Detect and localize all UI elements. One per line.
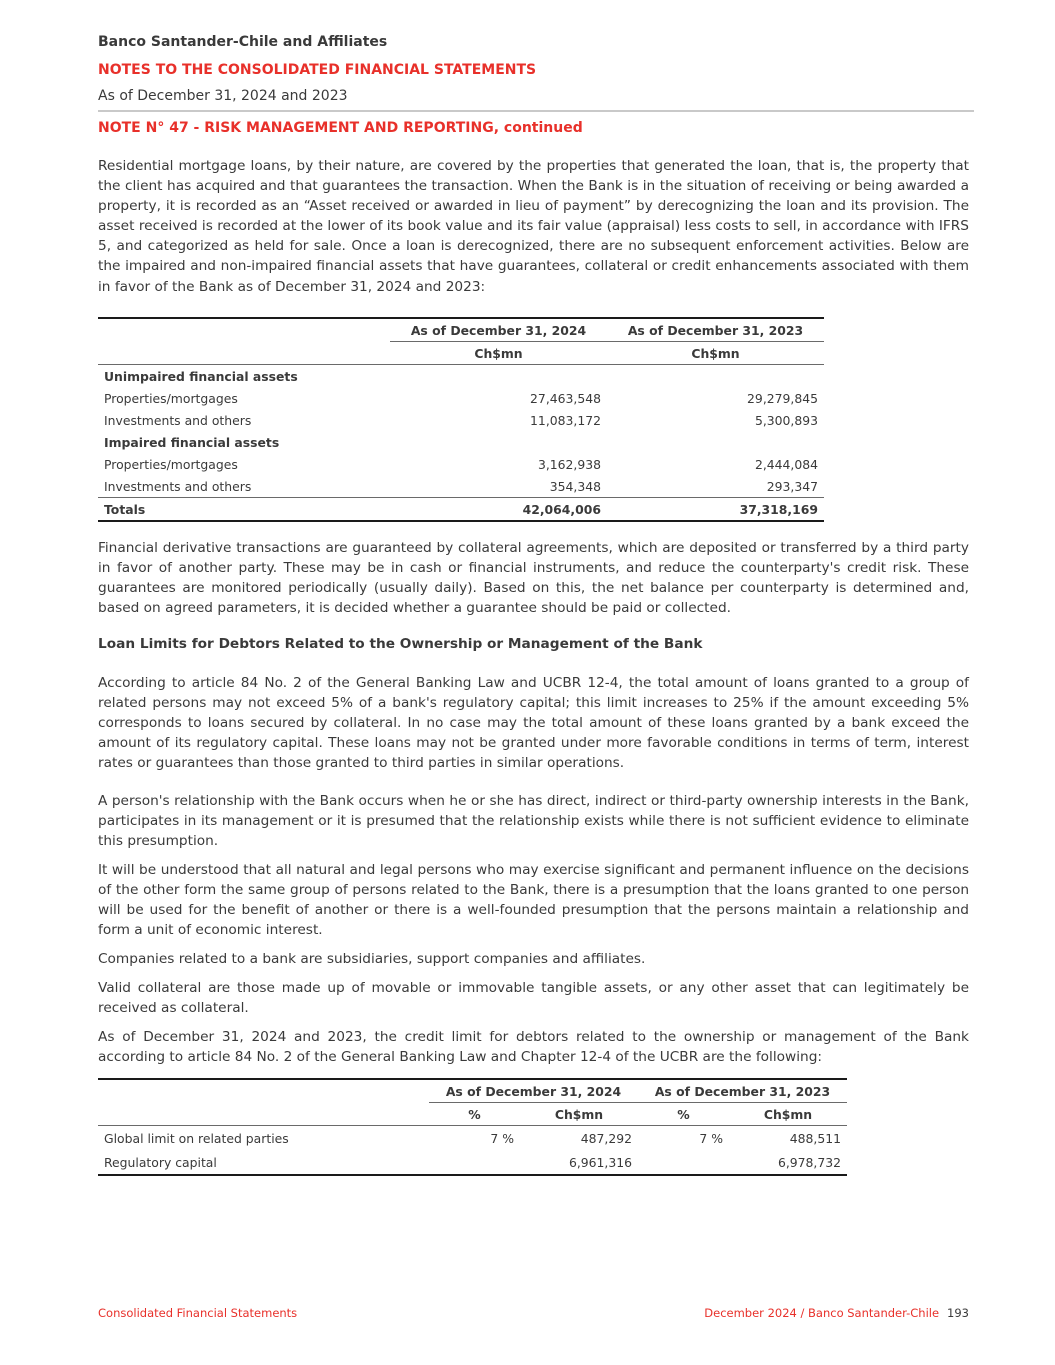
section-heading-loan-limits: Loan Limits for Debtors Related to the Ownership or Management of the Bank xyxy=(98,636,703,652)
totals-row xyxy=(98,498,824,522)
paragraph-related-companies: Companies related to a bank are subsidiaries, support companies and affiliates. xyxy=(98,951,646,967)
value-2024: 354,348 xyxy=(549,478,601,494)
paragraph-derivatives: Financial derivative transactions are guaranteed by collateral agreements, which are deposited or transferred by a third party in favor of another party. These may be in cash or financial instruments, and reduce the counterparty's credit risk. These guarantees are monitored periodically (usually daily). Based on this, the net balance per counterparty is determined and, based on agreed parameters, it is decided whether a guarantee should be paid or collected. xyxy=(98,540,969,617)
table-row xyxy=(98,387,824,409)
value-2024: 3,162,938 xyxy=(537,456,601,472)
totals-label: Totals xyxy=(104,501,146,517)
table-row xyxy=(98,1152,847,1175)
total-2024: 42,064,006 xyxy=(522,501,601,517)
section-unimpaired: Unimpaired financial assets xyxy=(104,368,298,384)
col-header-2024: As of December 31, 2024 xyxy=(390,318,607,342)
value-2023: 488,511 xyxy=(789,1131,841,1147)
footer-document-title: Consolidated Financial Statements xyxy=(98,1306,298,1320)
header-divider xyxy=(98,110,974,112)
section-impaired: Impaired financial assets xyxy=(104,434,280,450)
unit-header-2024: Ch$mn xyxy=(474,345,523,361)
note-title: NOTE N° 47 - RISK MANAGEMENT AND REPORTING, continued xyxy=(98,120,583,136)
blank-cell xyxy=(98,1079,429,1103)
col-header-2023: As of December 31, 2023 xyxy=(638,1079,847,1103)
pct-header-2024: % xyxy=(468,1106,481,1122)
footer-report-name: December 2024 / Banco Santander-Chile xyxy=(704,1306,940,1320)
blank-cell xyxy=(98,1103,429,1126)
credit-limit-table xyxy=(98,1078,847,1176)
notes-title: NOTES TO THE CONSOLIDATED FINANCIAL STATEMENTS xyxy=(98,62,537,78)
paragraph-mortgage-loans: Residential mortgage loans, by their nature, are covered by the properties that generated the loan, that is, the property that the client has acquired and that guarantees the transaction. When the Bank is in the situation of receiving or being awarded a property, it is recorded as an “Asset received or awarded in lieu of payment” by derecognizing the loan and its provision. The asset received is recorded at the lower of its book value and its fair value (appraisal) less costs to sell, in accordance with IFRS 5, and categorized as held for sale. Once a loan is derecognized, there are no subsequent enforcement activities. Below are the impaired and non-impaired financial assets that have guarantees, collateral or credit enhancements associated with them in favor of the Bank as of December 31, 2024 and 2023: xyxy=(98,158,969,295)
value-2024: 487,292 xyxy=(580,1131,632,1147)
col-header-2024: As of December 31, 2024 xyxy=(429,1079,638,1103)
row-label: Properties/mortgages xyxy=(104,390,238,406)
value-2023: 2,444,084 xyxy=(754,456,818,472)
value-2023: 6,978,732 xyxy=(777,1155,841,1170)
blank-cell xyxy=(98,342,390,365)
value-2024: 11,083,172 xyxy=(530,412,601,428)
paragraph-credit-limit: As of December 31, 2024 and 2023, the credit limit for debtors related to the ownership or management of the Bank according to article 84 No. 2 of the General Banking Law and Chapter 12-4 of the UCBR are the following: xyxy=(98,1029,969,1066)
value-2023: 5,300,893 xyxy=(754,412,818,428)
pct-2023 xyxy=(638,1152,729,1175)
total-2023: 37,318,169 xyxy=(739,501,818,517)
col-header-2023: As of December 31, 2023 xyxy=(607,318,824,342)
value-2024: 6,961,316 xyxy=(568,1155,632,1170)
row-label: Global limit on related parties xyxy=(104,1131,289,1147)
pct-2024 xyxy=(429,1152,520,1175)
paragraph-valid-collateral: Valid collateral are those made up of movable or immovable tangible assets, or any other asset that can legitimately be received as collateral. xyxy=(98,980,969,1017)
paragraph-article-84: According to article 84 No. 2 of the General Banking Law and UCBR 12-4, the total amount of loans granted to a group of related persons may not exceed 5% of a bank's regulatory capital; this limit increases to 25% if the amount exceeding 5% corresponds to loans secured by collateral. In no case may the total amount of these loans granted by a bank exceed the amount of its regulatory capital. These loans may not be granted under more favorable conditions in terms of term, interest rates or guarantees than those granted to third parties in similar operations. xyxy=(98,675,969,772)
pct-2024: 7 % xyxy=(490,1131,514,1147)
blank-cell xyxy=(98,318,390,342)
pct-2023: 7 % xyxy=(699,1131,723,1147)
table-row xyxy=(98,475,824,498)
table-row xyxy=(98,1126,847,1152)
row-label: Investments and others xyxy=(104,412,252,428)
paragraph-relationship: A person's relationship with the Bank occurs when he or she has direct, indirect or third-party ownership interests in the Bank, participates in its management or it is presumed that the relationship exists while there is not sufficient evidence to eliminate this presumption. xyxy=(98,793,969,850)
pct-header-2023: % xyxy=(677,1106,690,1122)
value-2023: 29,279,845 xyxy=(747,390,818,406)
row-label: Properties/mortgages xyxy=(104,456,238,472)
unit-header-2023: Ch$mn xyxy=(763,1106,813,1122)
guarantees-table xyxy=(98,317,824,522)
row-label: Investments and others xyxy=(104,478,252,494)
table-row xyxy=(98,453,824,475)
unit-header-2023: Ch$mn xyxy=(691,345,740,361)
page-number: 193 xyxy=(947,1306,969,1320)
table-row xyxy=(98,409,824,431)
unit-header-2024: Ch$mn xyxy=(554,1106,604,1122)
row-label: Regulatory capital xyxy=(104,1155,217,1170)
company-name: Banco Santander-Chile and Affiliates xyxy=(98,34,388,50)
value-2023: 293,347 xyxy=(766,478,818,494)
value-2024: 27,463,548 xyxy=(530,390,601,406)
date-range: As of December 31, 2024 and 2023 xyxy=(98,88,348,104)
paragraph-influence: It will be understood that all natural and legal persons who may exercise significant and permanent influence on the decisions of the other form the same group of persons related to the Bank, there is a presumption that the loans granted to one person will be used for the benefit of another or there is a well-founded presumption that the persons maintain a relationship and form a unit of economic interest. xyxy=(98,862,969,939)
footer-right xyxy=(704,1306,969,1320)
